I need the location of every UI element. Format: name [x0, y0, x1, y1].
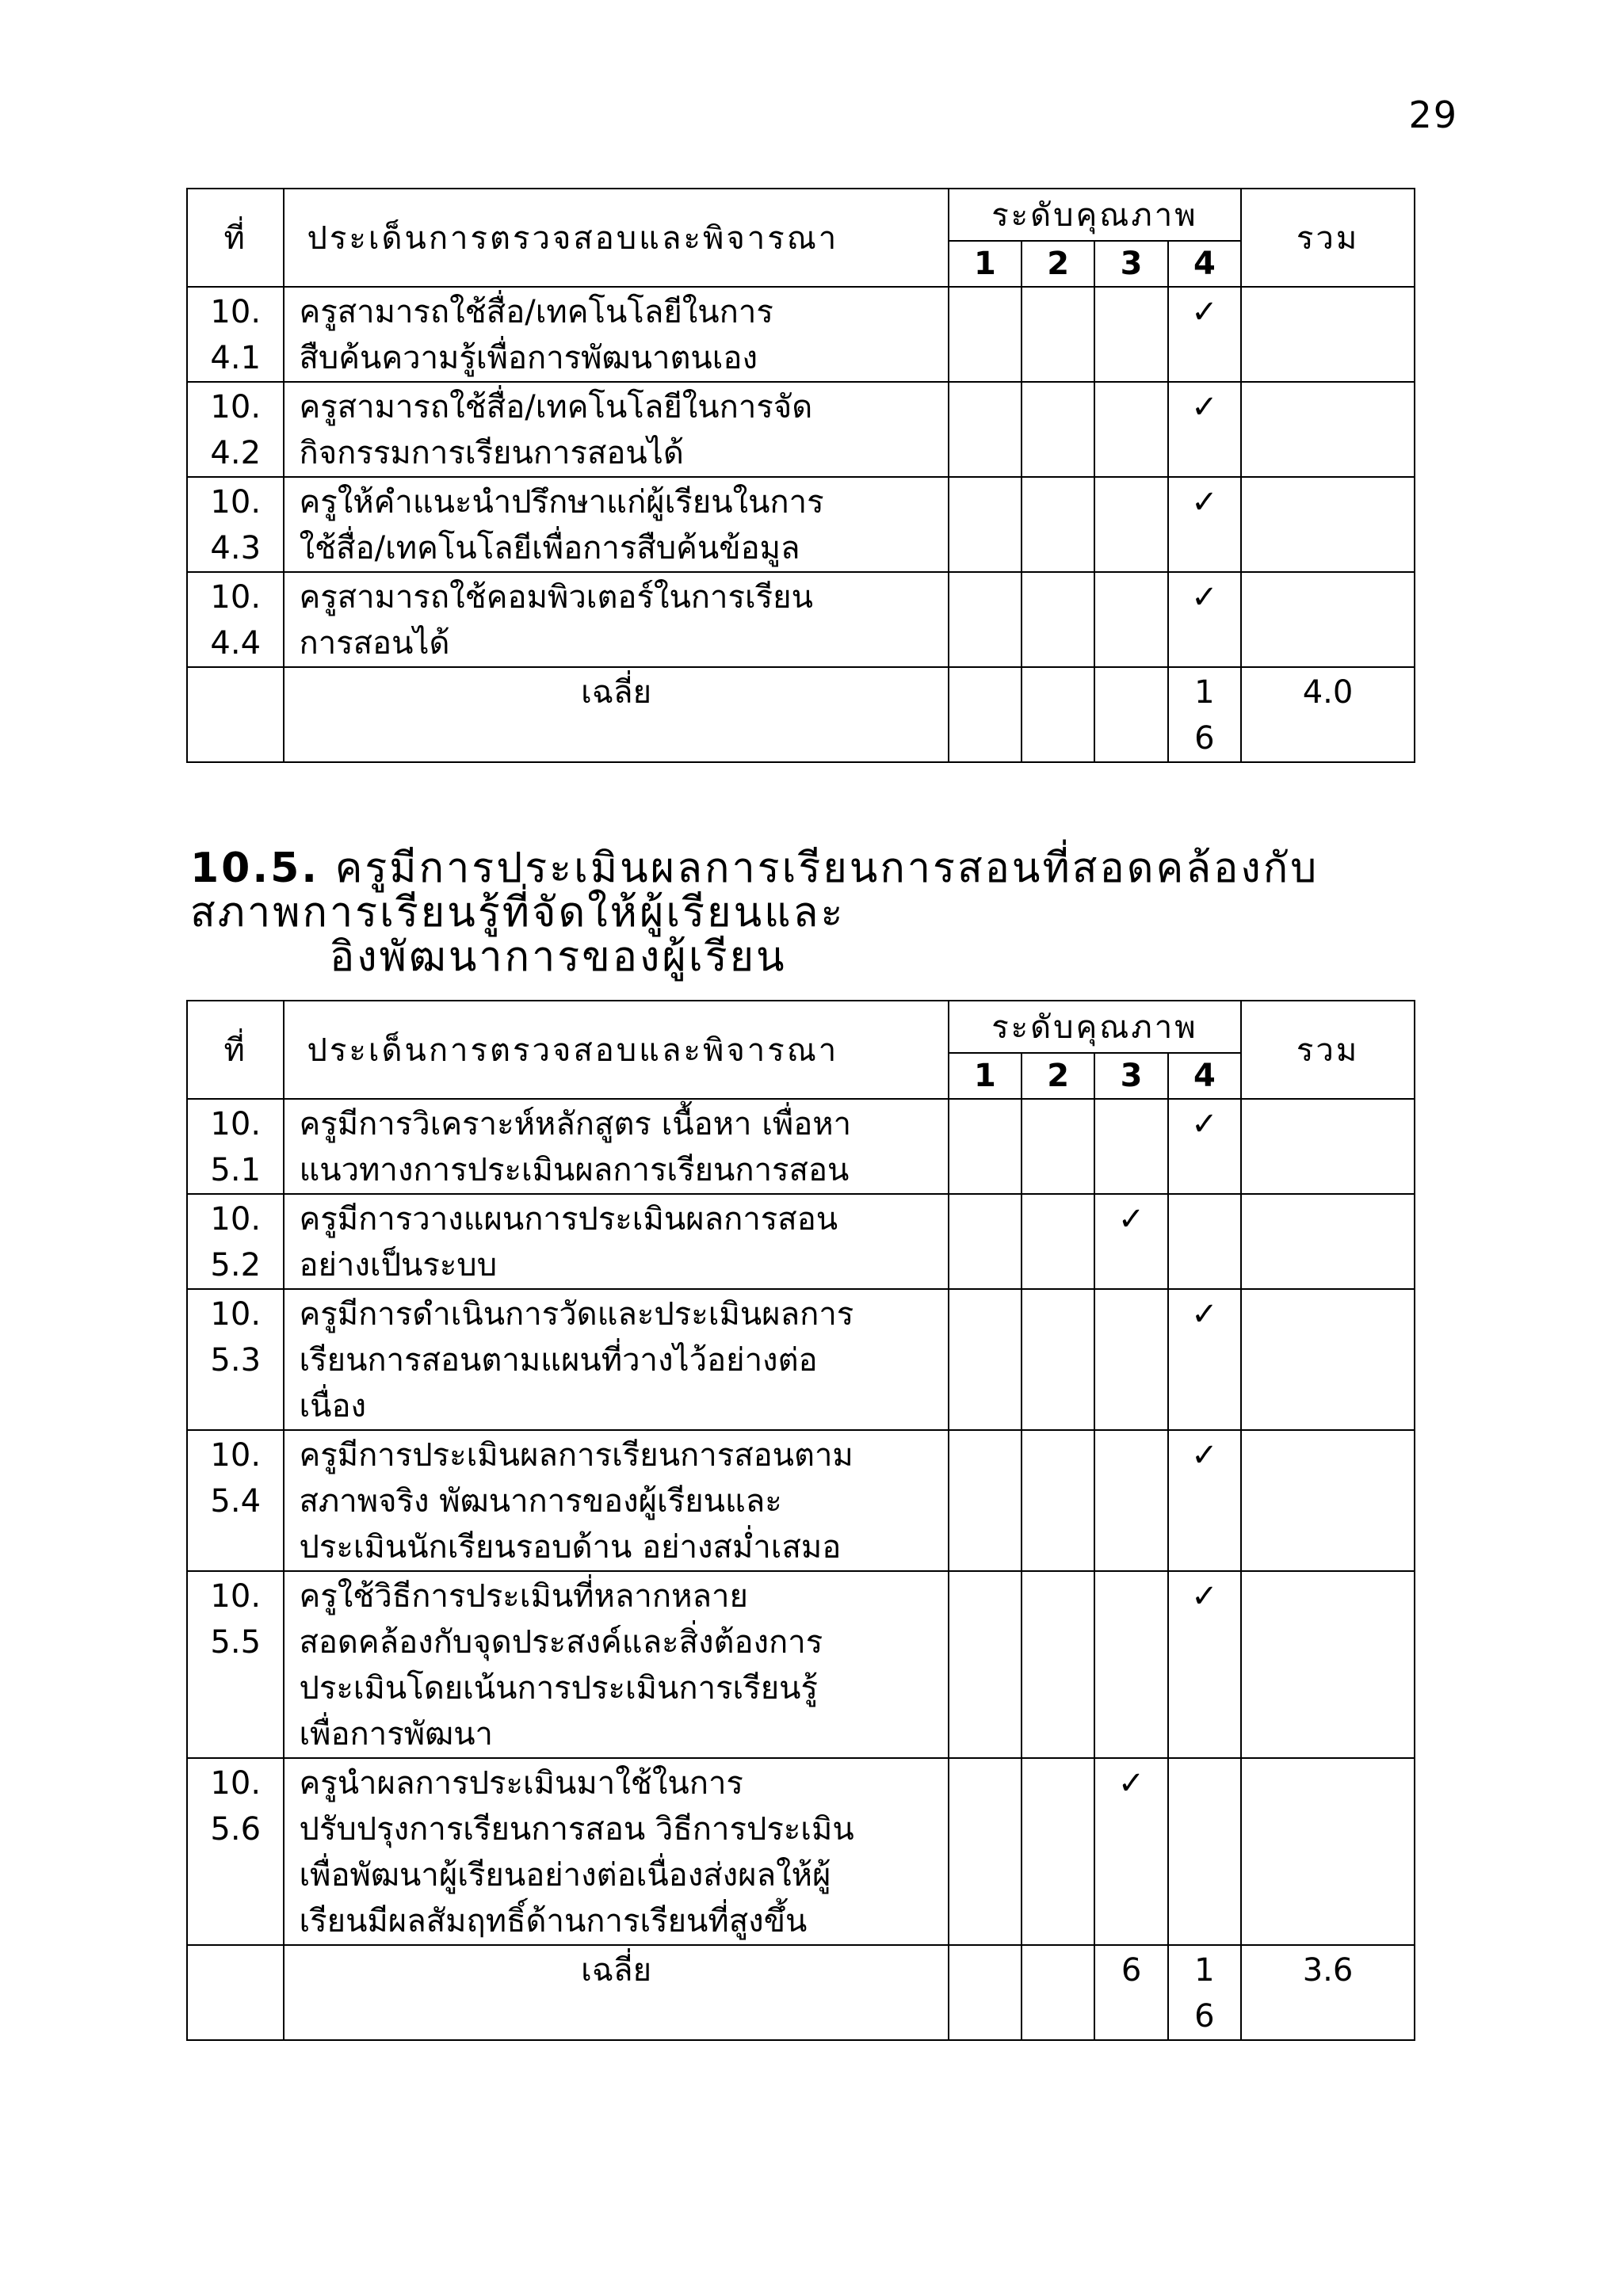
level-3-cell [1094, 382, 1167, 477]
check-icon: ✓ [1191, 579, 1218, 616]
check-icon: ✓ [1191, 1437, 1218, 1474]
heading-line-3: อิงพัฒนาการของผู้เรียน [330, 933, 787, 981]
section-heading-10-5 [190, 846, 1319, 979]
level-1-cell [949, 382, 1022, 477]
level-1-cell [949, 572, 1022, 667]
level-1-cell [949, 1758, 1022, 1945]
total-cell [1241, 572, 1415, 667]
level-2-cell [1022, 572, 1094, 667]
total-cell [1241, 287, 1415, 382]
header-level-2: 2 [1022, 1053, 1094, 1099]
table-row [187, 1430, 1415, 1571]
total-cell [1241, 1758, 1415, 1945]
header-total: รวม [1241, 189, 1415, 287]
header-level-1: 1 [949, 241, 1022, 287]
item-text: ครูสามารถใช้สื่อ/เทคโนโลยีในการจัด กิจกรรมการเรียนการสอนได้ [284, 382, 948, 477]
item-text: ครูมีการดำเนินการวัดและประเมินผลการ เรียนการสอนตามแผนที่วางไว้อย่างต่อ เนื่อง [284, 1289, 948, 1430]
header-level-2: 2 [1022, 241, 1094, 287]
total-cell [1241, 1099, 1415, 1194]
level-2-cell [1022, 477, 1094, 572]
table-row [187, 477, 1415, 572]
item-number: 10. 5.4 [187, 1430, 284, 1571]
section-number: 10.5. [190, 845, 320, 892]
level-3-cell [1094, 1099, 1167, 1194]
item-text: ครูสามารถใช้คอมพิวเตอร์ในการเรียน การสอนได้ [284, 572, 948, 667]
table-row [187, 1194, 1415, 1289]
item-number: 10. 5.1 [187, 1099, 284, 1194]
total-cell [1241, 1430, 1415, 1571]
header-level-1: 1 [949, 1053, 1022, 1099]
evaluation-table-10-4 [186, 188, 1415, 763]
check-icon: ✓ [1191, 1106, 1218, 1142]
check-icon: ✓ [1117, 1765, 1145, 1802]
page-number: 29 [1408, 93, 1458, 136]
level-2-cell [1022, 1945, 1094, 2040]
level-3-cell [1094, 1758, 1167, 1945]
level-3-cell [1094, 1289, 1167, 1430]
evaluation-table-10-5 [186, 1000, 1415, 2041]
item-number: 10. 4.2 [187, 382, 284, 477]
header-level-4: 4 [1168, 241, 1241, 287]
header-item: ประเด็นการตรวจสอบและพิจารณา [284, 1001, 948, 1099]
item-number: 10. 5.2 [187, 1194, 284, 1289]
table-row [187, 1099, 1415, 1194]
level-1-cell [949, 477, 1022, 572]
level-4-cell [1168, 477, 1241, 572]
level-3-cell [1094, 477, 1167, 572]
average-no-cell [187, 667, 284, 762]
average-level-3: 6 [1094, 1945, 1167, 2040]
level-1-cell [949, 667, 1022, 762]
table-row [187, 382, 1415, 477]
level-1-cell [949, 1945, 1022, 2040]
table-row [187, 1289, 1415, 1430]
check-icon: ✓ [1191, 484, 1218, 521]
level-1-cell [949, 1194, 1022, 1289]
total-cell [1241, 1571, 1415, 1758]
item-number: 10. 4.1 [187, 287, 284, 382]
level-4-cell [1168, 382, 1241, 477]
level-3-cell [1094, 1430, 1167, 1571]
level-4-cell [1168, 1430, 1241, 1571]
total-cell [1241, 1194, 1415, 1289]
level-2-cell [1022, 1194, 1094, 1289]
level-2-cell [1022, 1758, 1094, 1945]
average-row [187, 667, 1415, 762]
item-text: ครูมีการประเมินผลการเรียนการสอนตาม สภาพจริง พัฒนาการของผู้เรียนและ ประเมินนักเรียนรอบด้าน อย่างสม่ำเสมอ [284, 1430, 948, 1571]
total-cell [1241, 477, 1415, 572]
header-quality-level: ระดับคุณภาพ [949, 189, 1241, 241]
header-level-4: 4 [1168, 1053, 1241, 1099]
header-level-3: 3 [1094, 1053, 1167, 1099]
level-3-cell [1094, 1571, 1167, 1758]
item-text: ครูใช้วิธีการประเมินที่หลากหลาย สอดคล้องกับจุดประสงค์และสิ่งต้องการ ประเมินโดยเน้นการประเมินการเรียนรู้ เพื่อการพัฒนา [284, 1571, 948, 1758]
table-row [187, 287, 1415, 382]
level-4-cell [1168, 1099, 1241, 1194]
total-cell [1241, 1289, 1415, 1430]
level-4-cell [1168, 1758, 1241, 1945]
check-icon: ✓ [1191, 294, 1218, 330]
level-4-cell [1168, 572, 1241, 667]
item-text: ครูมีการวิเคราะห์หลักสูตร เนื้อหา เพื่อหา แนวทางการประเมินผลการเรียนการสอน [284, 1099, 948, 1194]
item-text: ครูนำผลการประเมินมาใช้ในการ ปรับปรุงการเรียนการสอน วิธีการประเมิน เพื่อพัฒนาผู้เรียนอย่างต่อเนื่องส่งผลให้ผู้ เรียนมีผลสัมฤทธิ์ด้านการเรียนที่สูงขึ้น [284, 1758, 948, 1945]
check-icon: ✓ [1191, 389, 1218, 425]
header-no: ที่ [187, 189, 284, 287]
average-level-4: 1 6 [1168, 667, 1241, 762]
level-2-cell [1022, 667, 1094, 762]
level-3-cell [1094, 287, 1167, 382]
item-text: ครูมีการวางแผนการประเมินผลการสอน อย่างเป็นระบบ [284, 1194, 948, 1289]
level-4-cell [1168, 1194, 1241, 1289]
average-total: 4.0 [1241, 667, 1415, 762]
level-4-cell [1168, 1571, 1241, 1758]
check-icon: ✓ [1117, 1201, 1145, 1238]
level-2-cell [1022, 382, 1094, 477]
average-label: เฉลี่ย [284, 667, 948, 762]
table-row [187, 1571, 1415, 1758]
item-text: ครูให้คำแนะนำปรึกษาแก่ผู้เรียนในการ ใช้สื่อ/เทคโนโลยีเพื่อการสืบค้นข้อมูล [284, 477, 948, 572]
item-number: 10. 5.5 [187, 1571, 284, 1758]
average-total: 3.6 [1241, 1945, 1415, 2040]
level-1-cell [949, 1430, 1022, 1571]
level-2-cell [1022, 287, 1094, 382]
level-1-cell [949, 1099, 1022, 1194]
header-quality-level: ระดับคุณภาพ [949, 1001, 1241, 1053]
table-row [187, 572, 1415, 667]
heading-line-1: 10.5. ครูมีการประเมินผลการเรียนการสอนที่สอดคล้องกับ [190, 845, 1319, 892]
level-2-cell [1022, 1571, 1094, 1758]
average-row [187, 1945, 1415, 2040]
item-number: 10. 4.4 [187, 572, 284, 667]
header-level-3: 3 [1094, 241, 1167, 287]
level-3-cell [1094, 572, 1167, 667]
check-icon: ✓ [1191, 1296, 1218, 1333]
item-text: ครูสามารถใช้สื่อ/เทคโนโลยีในการ สืบค้นความรู้เพื่อการพัฒนาตนเอง [284, 287, 948, 382]
header-no: ที่ [187, 1001, 284, 1099]
level-1-cell [949, 1571, 1022, 1758]
level-3-cell [1094, 1194, 1167, 1289]
heading-line-2: สภาพการเรียนรู้ที่จัดให้ผู้เรียนและ [190, 889, 846, 936]
total-cell [1241, 382, 1415, 477]
header-total: รวม [1241, 1001, 1415, 1099]
item-number: 10. 4.3 [187, 477, 284, 572]
level-4-cell [1168, 287, 1241, 382]
level-1-cell [949, 1289, 1022, 1430]
header-item: ประเด็นการตรวจสอบและพิจารณา [284, 189, 948, 287]
level-2-cell [1022, 1430, 1094, 1571]
item-number: 10. 5.3 [187, 1289, 284, 1430]
table-row [187, 1758, 1415, 1945]
item-number: 10. 5.6 [187, 1758, 284, 1945]
check-icon: ✓ [1191, 1578, 1218, 1615]
level-2-cell [1022, 1289, 1094, 1430]
level-4-cell [1168, 1289, 1241, 1430]
average-level-3 [1094, 667, 1167, 762]
average-no-cell [187, 1945, 284, 2040]
level-2-cell [1022, 1099, 1094, 1194]
level-1-cell [949, 287, 1022, 382]
average-label: เฉลี่ย [284, 1945, 948, 2040]
average-level-4: 1 6 [1168, 1945, 1241, 2040]
